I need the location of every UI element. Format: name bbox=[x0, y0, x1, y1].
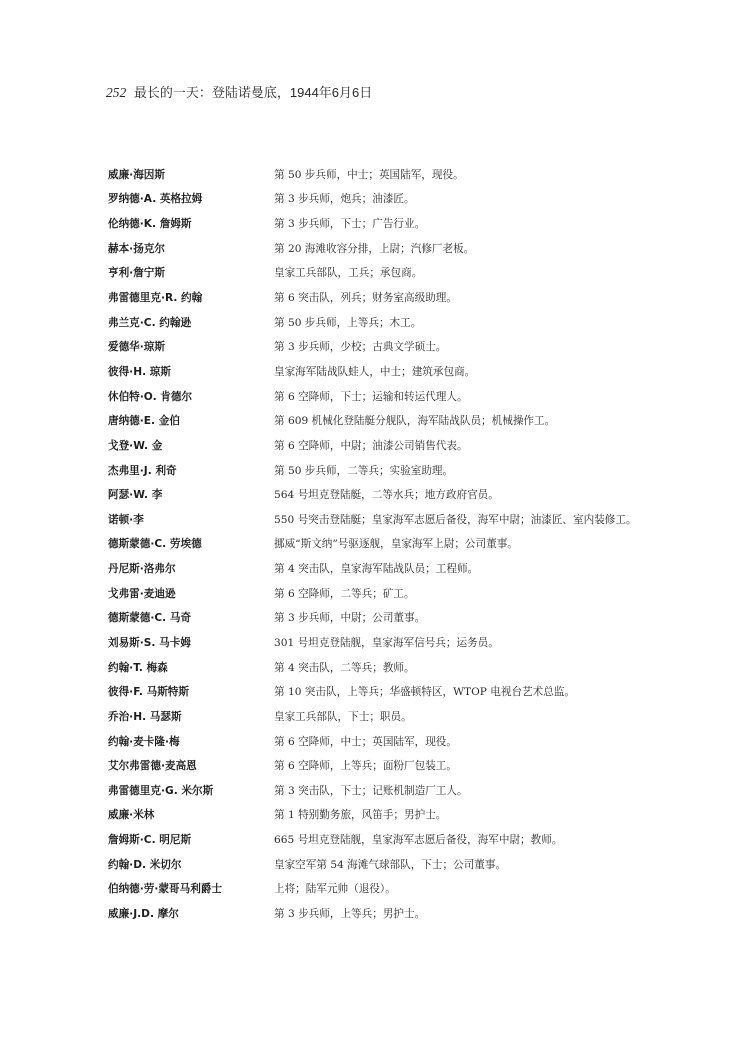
person-name: 唐纳德·E. 金伯 bbox=[108, 415, 180, 428]
person-description: 皇家工兵部队，工兵；承包商。 bbox=[274, 267, 423, 280]
person-name: 彼得·H. 琼斯 bbox=[108, 365, 171, 378]
list-item bbox=[108, 433, 668, 458]
list-item bbox=[108, 877, 668, 902]
list-item bbox=[108, 187, 668, 212]
person-name: 戈登·W. 金 bbox=[108, 439, 163, 452]
person-description: 上将；陆军元帅（退役）。 bbox=[274, 883, 396, 896]
person-description: 第 6 空降师，下士；运输和转运代理人。 bbox=[274, 390, 468, 403]
list-item bbox=[108, 827, 668, 852]
person-description: 第 6 空降师，中尉；油漆公司销售代表。 bbox=[274, 439, 468, 452]
person-name: 伦纳德·K. 詹姆斯 bbox=[108, 218, 192, 231]
person-name: 刘易斯·S. 马卡姆 bbox=[108, 636, 191, 649]
person-name: 德斯蒙德·C. 马奇 bbox=[108, 612, 192, 625]
person-description: 皇家工兵部队，下士；职员。 bbox=[274, 710, 412, 723]
list-item bbox=[108, 458, 668, 483]
person-description: 第 3 步兵师，下士；广告行业。 bbox=[274, 218, 426, 231]
person-description: 第 3 步兵师，中尉；公司董事。 bbox=[274, 612, 426, 625]
person-name: 弗雷德里克·R. 约翰 bbox=[108, 292, 203, 305]
person-name: 詹姆斯·C. 明尼斯 bbox=[108, 834, 192, 847]
person-description: 挪威“斯文纳”号驱逐舰，皇家海军上尉；公司董事。 bbox=[274, 538, 518, 551]
person-name: 威廉·海因斯 bbox=[108, 168, 165, 181]
person-name: 戈弗雷·麦迪逊 bbox=[108, 587, 176, 600]
person-name: 约翰·麦卡隆·梅 bbox=[108, 735, 180, 748]
list-item bbox=[108, 359, 668, 384]
person-description: 第 10 突击队，上等兵；华盛顿特区，WTOP 电视台艺术总监。 bbox=[274, 686, 576, 699]
person-description: 第 3 突击队，下士；记账机制造厂工人。 bbox=[274, 784, 468, 797]
person-name: 威廉·米林 bbox=[108, 809, 155, 822]
list-item bbox=[108, 384, 668, 409]
person-name: 彼得·F. 马斯特斯 bbox=[108, 686, 189, 699]
person-name: 弗雷德里克·G. 米尔斯 bbox=[108, 784, 214, 797]
person-description: 第 3 步兵师，炮兵；油漆匠。 bbox=[274, 193, 415, 206]
person-name: 乔治·H. 马瑟斯 bbox=[108, 710, 182, 723]
person-description: 皇家空军第 54 海滩气球部队，下士；公司董事。 bbox=[274, 858, 507, 871]
person-description: 第 609 机械化登陆艇分舰队，海军陆战队员；机械操作工。 bbox=[274, 415, 556, 428]
person-description: 665 号坦克登陆舰，皇家海军志愿后备役，海军中尉；教师。 bbox=[274, 834, 563, 847]
list-item bbox=[108, 729, 668, 754]
list-item bbox=[108, 778, 668, 803]
list-item bbox=[108, 630, 668, 655]
person-name: 爱德华·琼斯 bbox=[108, 341, 165, 354]
running-header bbox=[106, 82, 372, 101]
list-item bbox=[108, 581, 668, 606]
list-item bbox=[108, 261, 668, 286]
person-description: 第 6 空降师，中士；英国陆军，现役。 bbox=[274, 735, 457, 748]
person-description: 301 号坦克登陆舰，皇家海军信号兵；运务员。 bbox=[274, 636, 499, 649]
person-description: 第 4 突击队，二等兵；教师。 bbox=[274, 661, 415, 674]
list-item bbox=[108, 211, 668, 236]
person-description: 第 1 特别勤务旅，风笛手；男护士。 bbox=[274, 809, 447, 822]
person-name: 诺顿·李 bbox=[108, 513, 144, 526]
list-item bbox=[108, 901, 668, 926]
person-name: 弗兰克·C. 约翰逊 bbox=[108, 316, 192, 329]
person-name: 罗纳德·A. 英格拉姆 bbox=[108, 193, 203, 206]
list-item bbox=[108, 753, 668, 778]
list-item bbox=[108, 236, 668, 261]
list-item bbox=[108, 679, 668, 704]
person-description: 第 6 空降师，二等兵；矿工。 bbox=[274, 587, 415, 600]
person-name: 德斯蒙德·C. 劳埃德 bbox=[108, 538, 202, 551]
person-description: 第 50 步兵师，上等兵；木工。 bbox=[274, 316, 422, 329]
list-item bbox=[108, 310, 668, 335]
person-description: 550 号突击登陆艇；皇家海军志愿后备役，海军中尉；油漆匠、室内装修工。 bbox=[274, 513, 637, 526]
list-item bbox=[108, 162, 668, 187]
person-name: 休伯特·O. 肯德尔 bbox=[108, 390, 193, 403]
person-description: 第 4 突击队，皇家海军陆战队员；工程师。 bbox=[274, 563, 479, 576]
person-description: 第 20 海滩收容分排，上尉；汽修厂老板。 bbox=[274, 242, 475, 255]
list-item bbox=[108, 606, 668, 631]
person-name: 丹尼斯·洛弗尔 bbox=[108, 563, 176, 576]
list-item bbox=[108, 532, 668, 557]
list-item bbox=[108, 852, 668, 877]
person-description: 第 3 步兵师，上等兵；男护士。 bbox=[274, 908, 426, 921]
list-item bbox=[108, 285, 668, 310]
person-description: 第 50 步兵师，二等兵；实验室助理。 bbox=[274, 464, 454, 477]
person-name: 亨利·詹宁斯 bbox=[108, 267, 165, 280]
person-name: 威廉·J.D. 摩尔 bbox=[108, 908, 179, 921]
list-item bbox=[108, 704, 668, 729]
person-name: 杰弗里·J. 利奇 bbox=[108, 464, 177, 477]
person-name: 赫本·扬克尔 bbox=[108, 242, 165, 255]
running-title: 最长的一天：登陆诺曼底，1944年6月6日 bbox=[133, 85, 373, 100]
list-item bbox=[108, 408, 668, 433]
veterans-list bbox=[108, 162, 668, 926]
person-name: 约翰·D. 米切尔 bbox=[108, 858, 182, 871]
person-description: 第 50 步兵师，中士；英国陆军，现役。 bbox=[274, 168, 464, 181]
person-description: 第 6 突击队，列兵；财务室高级助理。 bbox=[274, 292, 457, 305]
page-number: 252 bbox=[106, 85, 127, 100]
list-item bbox=[108, 655, 668, 680]
person-name: 艾尔弗雷德·麦高恩 bbox=[108, 760, 197, 773]
list-item bbox=[108, 803, 668, 828]
list-item bbox=[108, 507, 668, 532]
person-description: 第 3 步兵师，少校；古典文学硕士。 bbox=[274, 341, 447, 354]
person-description: 皇家海军陆战队蛙人，中士；建筑承包商。 bbox=[274, 365, 476, 378]
person-name: 约翰·T. 梅森 bbox=[108, 661, 168, 674]
person-description: 564 号坦克登陆艇，二等水兵；地方政府官员。 bbox=[274, 489, 499, 502]
list-item bbox=[108, 334, 668, 359]
person-name: 阿瑟·W. 李 bbox=[108, 489, 163, 502]
person-name: 伯纳德·劳·蒙哥马利爵士 bbox=[108, 883, 222, 896]
list-item bbox=[108, 482, 668, 507]
person-description: 第 6 空降师，上等兵；面粉厂包装工。 bbox=[274, 760, 457, 773]
list-item bbox=[108, 556, 668, 581]
